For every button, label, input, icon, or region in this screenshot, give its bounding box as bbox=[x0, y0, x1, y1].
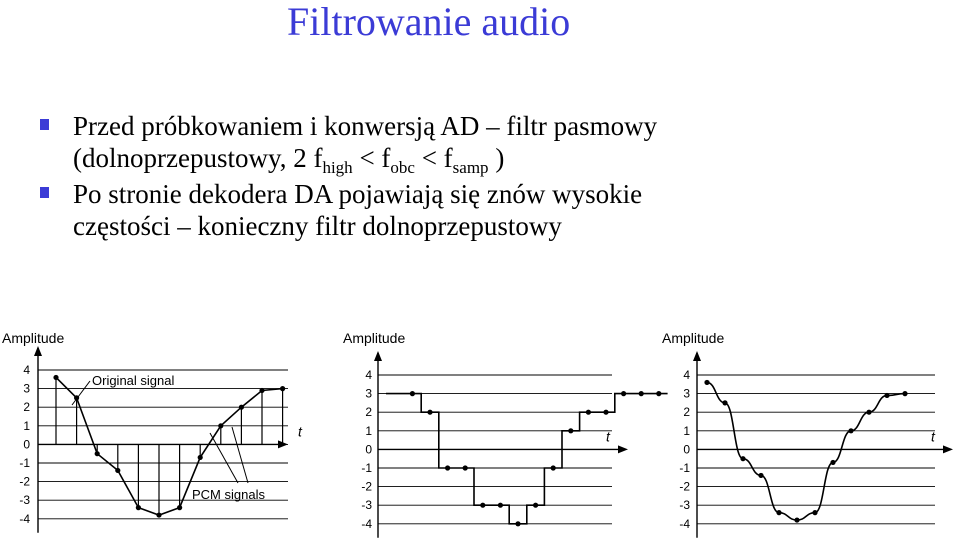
subscript-samp: samp bbox=[452, 158, 489, 177]
x-axis-label: t bbox=[931, 428, 935, 445]
y-tick-label: 3 bbox=[23, 381, 30, 396]
step-sample-dot bbox=[445, 465, 450, 470]
step-sample-dot bbox=[568, 428, 573, 433]
step-sample-dot bbox=[463, 465, 468, 470]
pcm-sample-dot bbox=[280, 386, 285, 391]
bullet-1-line-1: Przed próbkowaniem i konwersją AD – filtr pasmowy bbox=[73, 111, 658, 141]
y-tick-label: 2 bbox=[683, 405, 690, 420]
y-tick-label: 0 bbox=[23, 437, 30, 452]
step-sample-dot bbox=[498, 503, 503, 508]
annotation-pointer bbox=[232, 427, 248, 483]
pcm-sample-dot bbox=[198, 455, 203, 460]
formula-mid-2: < f bbox=[414, 143, 453, 173]
bullet-item-1 bbox=[40, 110, 940, 178]
reconstructed-sample-dot bbox=[884, 393, 889, 398]
reconstructed-sample-dot bbox=[848, 428, 853, 433]
chart-1-title: Amplitude bbox=[2, 330, 65, 346]
bullet-2-line-1: Po stronie dekodera DA pojawiają się znów wysokie bbox=[73, 179, 643, 209]
y-tick-label: 1 bbox=[683, 423, 690, 438]
subscript-obc: obc bbox=[390, 158, 415, 177]
step-sample-dot bbox=[480, 503, 485, 508]
y-tick-label: -2 bbox=[361, 479, 372, 494]
step-sample-dot bbox=[551, 465, 556, 470]
y-tick-label: -3 bbox=[19, 493, 30, 508]
reconstructed-sample-dot bbox=[866, 410, 871, 415]
bullet-1-line-2 bbox=[73, 142, 940, 178]
formula-mid-1: < f bbox=[352, 143, 391, 173]
y-tick-label: 2 bbox=[23, 400, 30, 415]
annotation-pointer bbox=[210, 433, 238, 483]
y-tick-label: -2 bbox=[19, 474, 30, 489]
y-tick-label: -4 bbox=[361, 516, 372, 531]
y-tick-label: 1 bbox=[23, 418, 30, 433]
chart-2-title: Amplitude bbox=[343, 330, 406, 346]
y-tick-label: 0 bbox=[365, 442, 372, 457]
x-axis-arrow bbox=[943, 445, 953, 453]
bullet-square-icon bbox=[40, 187, 49, 198]
bullet-square-icon bbox=[40, 119, 49, 130]
step-sample-dot bbox=[603, 410, 608, 415]
formula-prefix: (dolnoprzepustowy, 2 f bbox=[73, 143, 323, 173]
pcm-sample-dot bbox=[259, 388, 264, 393]
y-tick-label: -3 bbox=[361, 498, 372, 513]
y-tick-label: -1 bbox=[679, 461, 690, 475]
reconstructed-sample-dot bbox=[830, 460, 835, 465]
y-tick-label: 2 bbox=[365, 405, 372, 420]
pcm-sample-dot bbox=[177, 505, 182, 510]
step-sample-dot bbox=[621, 391, 626, 396]
x-axis-label: t bbox=[298, 423, 302, 440]
y-tick-label: -2 bbox=[679, 479, 690, 494]
reconstructed-sample-dot bbox=[704, 380, 709, 385]
step-sample-dot bbox=[639, 391, 644, 396]
step-sample-dot bbox=[515, 521, 520, 526]
y-tick-label: -1 bbox=[19, 456, 30, 470]
y-axis-arrow bbox=[34, 346, 42, 356]
pcm-sample-dot bbox=[53, 375, 58, 380]
y-axis-arrow bbox=[693, 351, 701, 361]
bullet-list bbox=[40, 110, 940, 242]
pcm-sample-dot bbox=[136, 505, 141, 510]
chart-3-title: Amplitude bbox=[662, 330, 725, 346]
reconstructed-sample-dot bbox=[794, 517, 799, 522]
y-tick-label: 4 bbox=[365, 368, 372, 382]
pcm-sample-dot bbox=[95, 451, 100, 456]
reconstructed-sample-dot bbox=[758, 473, 763, 478]
pcm-sample-dot bbox=[218, 423, 223, 428]
step-sample-dot bbox=[656, 391, 661, 396]
bullet-2-line-2: częstości – konieczny filtr dolnoprzepustowy bbox=[73, 211, 562, 241]
reconstructed-sample-dot bbox=[812, 510, 817, 515]
reconstructed-sample-dot bbox=[740, 456, 745, 461]
y-tick-label: 1 bbox=[365, 423, 372, 438]
signal-diagrams bbox=[0, 315, 960, 547]
reconstructed-signal-curve bbox=[707, 382, 905, 520]
x-axis-label: t bbox=[606, 428, 610, 445]
y-tick-label: 3 bbox=[365, 386, 372, 401]
y-tick-label: 3 bbox=[683, 386, 690, 401]
annotation-original-signal: Original signal bbox=[92, 373, 175, 388]
y-axis-arrow bbox=[374, 351, 382, 361]
formula-end: ) bbox=[488, 143, 505, 173]
step-sample-dot bbox=[427, 410, 432, 415]
pcm-sample-dot bbox=[156, 512, 161, 517]
y-tick-label: 0 bbox=[683, 442, 690, 457]
reconstructed-sample-dot bbox=[776, 510, 781, 515]
reconstructed-sample-dot bbox=[722, 400, 727, 405]
y-tick-label: -4 bbox=[19, 511, 30, 526]
y-tick-label: -3 bbox=[679, 498, 690, 513]
page-title: Filtrowanie audio bbox=[287, 0, 571, 44]
annotation-pointer bbox=[72, 381, 90, 405]
y-tick-label: 4 bbox=[23, 363, 30, 377]
y-tick-label: 4 bbox=[683, 368, 690, 382]
reconstructed-sample-dot bbox=[902, 391, 907, 396]
step-sample-dot bbox=[410, 391, 415, 396]
y-tick-label: -1 bbox=[361, 461, 372, 475]
pcm-sample-dot bbox=[239, 405, 244, 410]
y-tick-label: -4 bbox=[679, 516, 690, 531]
annotation-pcm-signals: PCM signals bbox=[192, 487, 265, 502]
pcm-sample-dot bbox=[115, 468, 120, 473]
step-sample-dot bbox=[586, 410, 591, 415]
subscript-high: high bbox=[322, 158, 353, 177]
step-sample-dot bbox=[533, 503, 538, 508]
bullet-item-2 bbox=[40, 178, 940, 242]
x-axis-arrow bbox=[618, 445, 628, 453]
